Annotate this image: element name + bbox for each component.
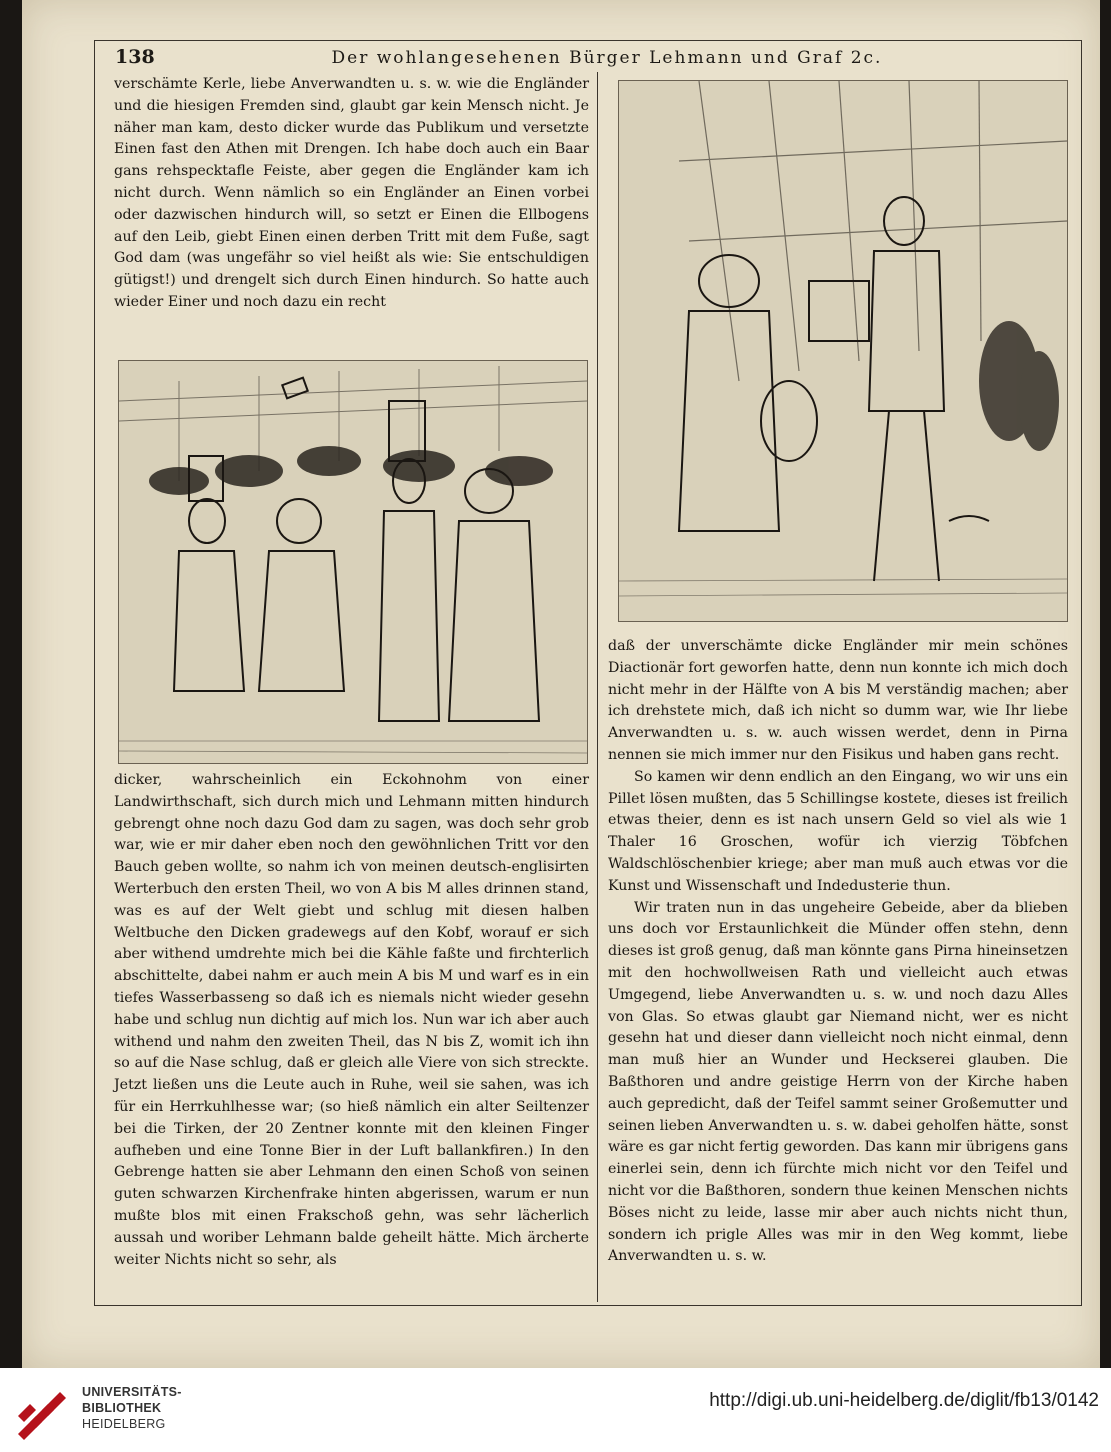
illustration-entrance-scene (618, 80, 1068, 622)
library-name: UNIVERSITÄTS- BIBLIOTHEK HEIDELBERG (82, 1385, 182, 1431)
column-divider (597, 72, 598, 1302)
book-page (22, 0, 1100, 1368)
university-library-logo-icon (12, 1380, 72, 1440)
page-header (107, 44, 1067, 74)
crowd-engraving (119, 361, 587, 763)
page-number: 138 (115, 46, 155, 68)
right-column-text (608, 636, 1068, 1268)
entrance-engraving (619, 81, 1067, 621)
paragraph: dicker, wahrscheinlich ein Eckohnohm von einer Landwirthschaft, sich durch mich und Lehmann mitten hindurch gebrengt ohne noch dazu God dam zu sagen, was doch sehr grob war, wie er mir daher eben noch den gewöhnlichen Tritt vor den Bauch geben wollte, so nahm ich von meinen deutsch-englisirten Werterbuch den ersten Theil, wo von A bis M alles drinnen stand, was es auf der Welt giebt und schlug mit diesen halben Weltbuche den Dicken gradewegs auf den Kobf, worauf er sich aber withend umdrehte mich bei die Kähle faßte und firchterlich abschittelte, dabei nahm er auch mein A bis M und warf es in ein tiefes Wasserbasseng so daß ich es niemals nicht wieder gesehn habe und schlug nun dichtig auf mich los. Nun war ich aber auch withend und nahm den zweiten Theil, das N bis Z, womit ich ihn so auf die Nase schlug, daß er gleich alle Viere von sich streckte. Jetzt ließen uns die Leute auch in Ruhe, weil sie sahen, was ich für ein Herrkuhlhesse war; (so hieß nämlich ein alter Seiltenzer bei die Tirken, der 20 Zentner konnte mit den kleinen Finger aufheben und eine Tonne Bier in der Luft ballankfiren.) In den Gebrenge hatten sie aber Lehmann den einen Schoß von seinen guten schwarzen Kirchenfrake hinten abgerissen, warum er nun mußte blos mit einen Frakschoß gehn, was sehr lächerlich aussah und woriber Lehmann balde geheilt hätte. Mich ärcherte weiter Nichts nicht so sehr, als (114, 772, 589, 1268)
paragraph: verschämte Kerle, liebe Anverwandten u. s. w. wie die Engländer und die hiesigen Fremden sind, glaubt gar kein Mensch nicht. Je näher man kam, desto dicker wurde das Publikum und versetzte Einen fast den Athen mit Drengen. Ich habe doch auch ein Baar gans rehspecktafle Feiste, aber gegen die Engländer kam ich nicht durch. Wenn nämlich so ein Engländer an Einen vorbei oder dazwischen hindurch will, so setzt er Einen die Ellbogens auf den Leib, giebt Einen einen derben Tritt mit dem Fuße, sagt God dam (was ungefähr so viel heißt als wie: Sie entschuldigen gütigst!) und drengelt sich durch Einen hindurch. So hatte auch wieder Einer und noch dazu ein recht (114, 76, 589, 310)
paragraph: daß der unverschämte dicke Engländer mir mein schönes Diactionär fort geworfen hatte, denn nun konnte ich mich doch nicht mehr in der Hälfte von A bis M verständig machen; aber ich drehstete mich, daß ich nicht so dumm war, wie Ihr liebe Anverwandten u. s. w. auch wissen werdet, denn in Pirna nennen sie mich immer nur den Fisikus und haben gans recht. (608, 638, 1068, 763)
digitization-footer (0, 1368, 1111, 1452)
left-column-bottom-text (114, 770, 589, 1271)
left-column-top-text (114, 74, 589, 314)
illustration-crowd-scene (118, 360, 588, 764)
paragraph: So kamen wir denn endlich an den Eingang, wo wir uns ein Pillet lösen mußten, das 5 Schillingse kostete, dieses ist freilich etwas theier, denn es ist nach unsern Geld so viel als wie 1 Thaler 16 Groschen, wofür ich vierzig Töbfchen Waldschlöschenbier kriege; aber man muß auch etwas vor die Kunst und Wissenschaft und Indedusterie thun. (608, 768, 1068, 894)
permalink-url[interactable]: http://digi.ub.uni-heidelberg.de/diglit/fb13/0142 (709, 1390, 1099, 1411)
paragraph: Wir traten nun in das ungeheire Gebeide, aber da blieben uns doch vor Erstaunlichkeit die Münder offen stehn, denn dieses ist groß genug, daß man könnte gans Pirna hineinsetzen mit den hochwollweisen Rath und vielleicht auch etwas Umgegend, liebe Anverwandten u. s. w. und noch dazu Alles von Glas. So etwas glaubt gar Niemand nicht, wer es nicht gesehn hat und dieser dann vielleicht noch nicht einmal, denn man muß hier an Wunder und Heckserei glauben. Die Baßthoren und andre geistige Herrn von der Kirche haben auch gepredicht, daß der Teifel sammt seiner Großemutter und seinen lieben Anverwandten u. s. w. dabei geholfen hätte, sonst wäre es gar nicht fertig geworden. Das kann mir übrigens gans einerlei sein, denn ich fürchte mich nicht vor den Teifel und nicht vor die Baßthoren, sondern thue keinen Menschen nichts Böses nicht zu leide, lasse mir aber auch nichts nicht thun, sondern ich prigle Alles was mir in den Weg kommt, liebe Anverwandten u. s. w. (608, 899, 1068, 1265)
running-title: Der wohlangesehenen Bürger Lehmann und Graf 2c. (331, 48, 883, 68)
